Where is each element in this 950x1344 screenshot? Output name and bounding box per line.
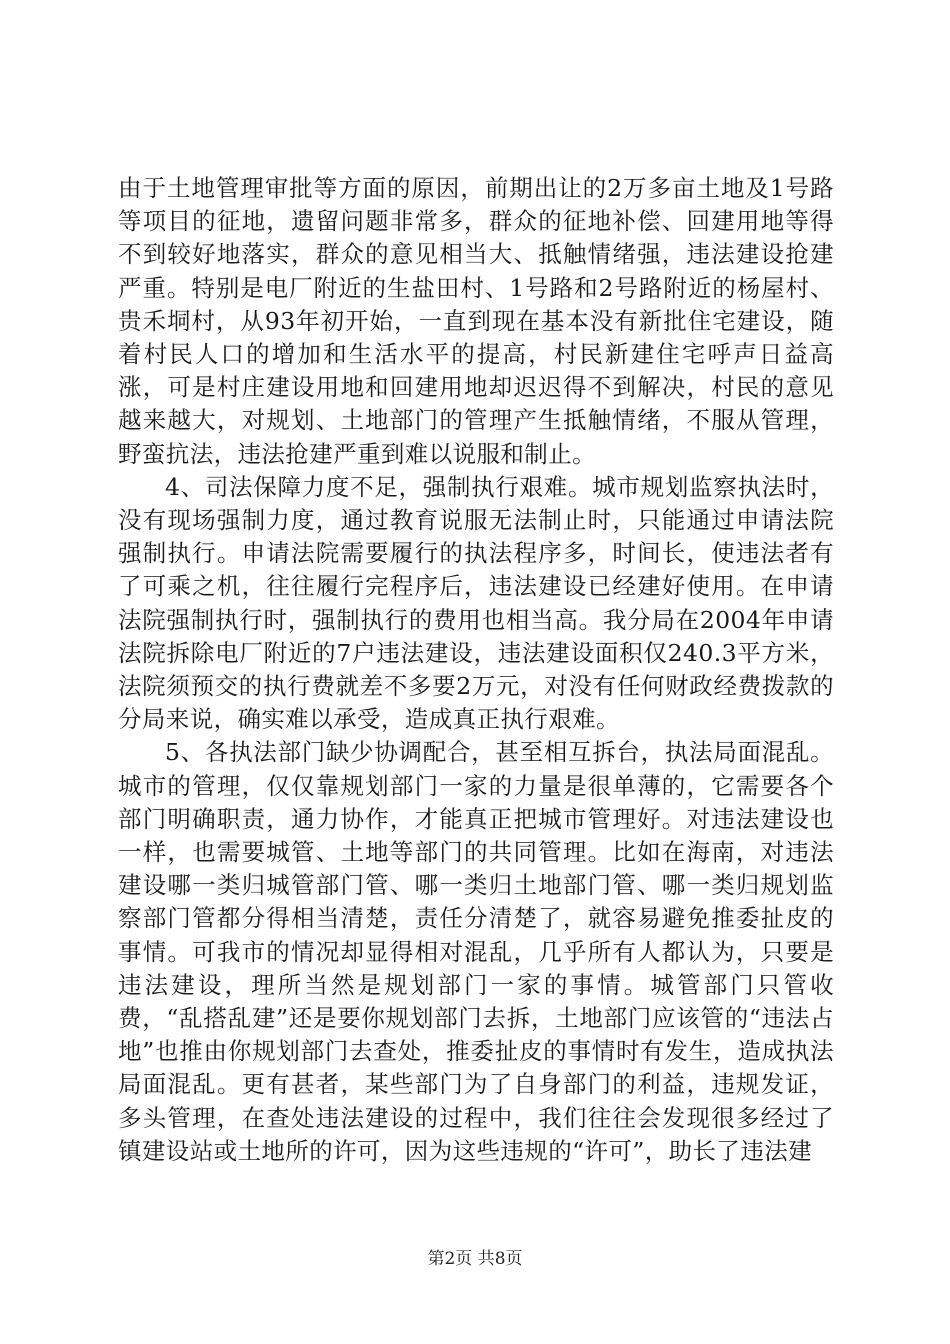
paragraph-land-management: 由于土地管理审批等方面的原因，前期出让的2万多亩土地及1号路等项目的征地，遗留问题非常多，群众的征地补偿、回建用地等得不到较好地落实，群众的意见相当大、抵触情绪强，违法建设抢建严重。特别是电厂附近的生盐田村、1号路和2号路附近的杨屋村、贵禾垌村，从93年初开始，一直到现在基本没有新批住宅建设，随着村民人口的增加和生活水平的提高，村民新建住宅呼声日益高涨，可是村庄建设用地和回建用地却迟迟得不到解决，村民的意见越来越大，对规划、土地部门的管理产生抵触情绪，不服从管理，野蛮抗法，违法抢建严重到难以说服和制止。 <box>118 174 834 468</box>
page-number-footer: 第2页 共8页 <box>427 1249 523 1269</box>
paragraph-department-coordination: 5、各执法部门缺少协调配合，甚至相互拆台，执法局面混乱。城市的管理，仅仅靠规划部门一家的力量是很单薄的，它需要各个部门明确职责，通力协作，才能真正把城市管理好。对违法建设也一样，也需要城管、土地等部门的共同管理。比如在海南，对违法建设哪一类归城管部门管、哪一类归土地部门管、哪一类归规划监察部门管都分得相当清楚，责任分清楚了，就容易避免推委扯皮的事情。可我市的情况却显得相对混乱，几乎所有人都认为，只要是违法建设，理所当然是规划部门一家的事情。城管部门只管收费，“乱搭乱建”还是要你规划部门去拆，土地部门应该管的“违法占地”也推由你规划部门去查处，推委扯皮的事情时有发生，造成执法局面混乱。更有甚者，某些部门为了自身部门的利益，违规发证，多头管理，在查处违法建设的过程中，我们往往会发现很多经过了镇建设站或土地所的许可，因为这些违规的“许可”，助长了违法建 <box>118 738 834 1165</box>
paragraph-judicial-support: 4、司法保障力度不足，强制执行艰难。城市规划监察执法时，没有现场强制力度，通过教育说服无法制止时，只能通过申请法院强制执行。申请法院需要履行的执法程序多，时间长，使违法者有了可乘之机，往往履行完程序后，违法建设已经建好使用。在申请法院强制执行时，强制执行的费用也相当高。我分局在2004年申请法院拆除电厂附近的7户违法建设，违法建设面积仅240.3平方米，法院须预交的执行费就差不多要2万元，对没有任何财政经费拨款的分局来说，确实难以承受，造成真正执行艰难。 <box>118 472 834 734</box>
document-body <box>118 172 834 1168</box>
